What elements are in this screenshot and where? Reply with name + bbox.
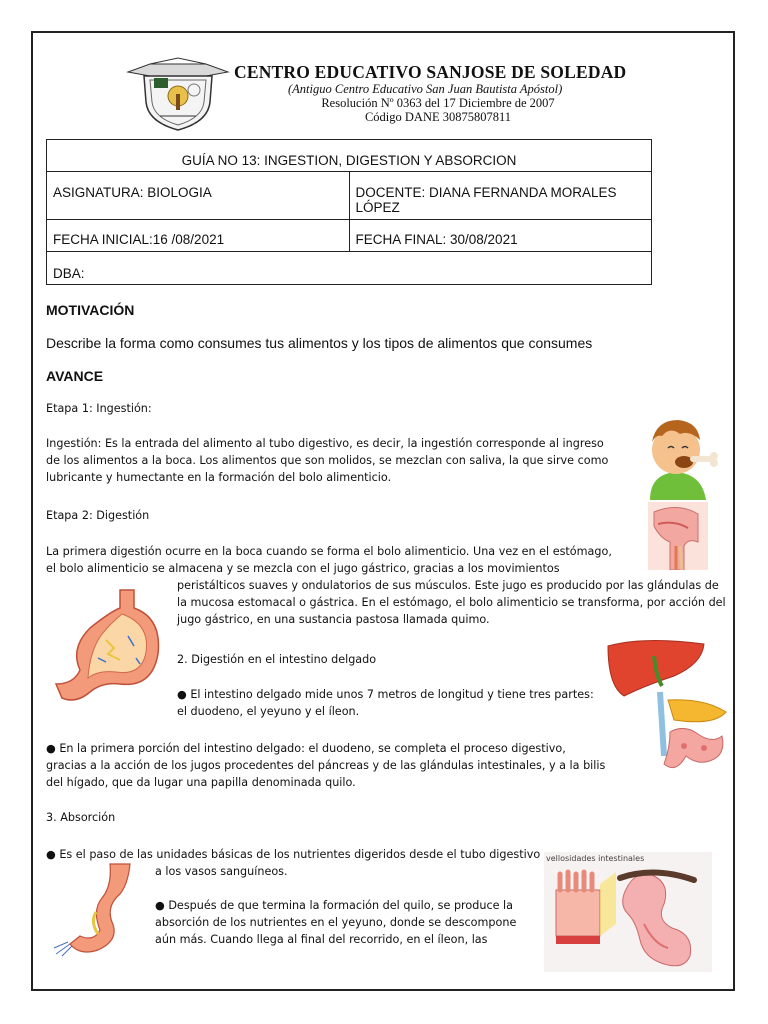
etapa1-title: Etapa 1: Ingestión: xyxy=(46,402,152,415)
absorcion-paragraph-b: ● Después de que termina la formación del quilo, se produce la absorción de los nutrientes en el yeyuno, donde se descompone aún más. Cuando llega al final del recorrido, en el íleon, las xyxy=(155,899,517,946)
motivacion-text: Describe la forma como consumes tus alimentos y los tipos de alimentos que consumes xyxy=(46,335,593,351)
school-former-name: (Antiguo Centro Educativo San Juan Bautista Apóstol) xyxy=(288,82,563,96)
school-name: CENTRO EDUCATIVO SANJOSE DE SOLEDAD xyxy=(234,62,627,82)
teacher-cell: DOCENTE: DIANA FERNANDA MORALES LÓPEZ xyxy=(349,172,652,220)
avance-heading: AVANCE xyxy=(46,368,104,384)
etapa2-title: Etapa 2: Digestión xyxy=(46,509,150,522)
absorcion-line1: ● Es el paso de las unidades básicas de los nutrientes digeridos desde el tubo digestivo xyxy=(46,848,541,861)
etapa2-paragraph-a: La primera digestión ocurre en la boca cuando se forma el bolo alimenticio. Una vez en el estómago, el bolo alimenticio se almacena y se mezcla con el jugo gástrico, gracias a los movimientos xyxy=(46,545,612,575)
guide-title: GUÍA NO 13: INGESTION, DIGESTION Y ABSORCION xyxy=(47,140,652,172)
end-date-cell: FECHA FINAL: 30/08/2021 xyxy=(349,220,652,252)
start-date-cell: FECHA INICIAL:16 /08/2021 xyxy=(47,220,350,252)
motivacion-heading: MOTIVACIÓN xyxy=(46,302,135,318)
etapa1-paragraph: Ingestión: Es la entrada del alimento al tubo digestivo, es decir, la ingestión corresponde al ingreso de los alimentos a la boca. Los alimentos que son molidos, se mezclan con saliva, la que sirve como lubricante y humectante en la formación del bolo alimenticio. xyxy=(46,437,609,484)
school-crest-logo xyxy=(126,56,230,132)
mouth-anatomy-illustration xyxy=(648,502,708,570)
villi-illustration xyxy=(544,852,712,972)
intestine-section-illustration xyxy=(50,862,150,958)
villi-label: vellosidades intestinales xyxy=(546,854,645,863)
duodeno-paragraph: ● En la primera porción del intestino delgado: el duodeno, se completa el proceso digestivo, gracias a la acción de los jugos procedentes del páncreas y de las glándulas intestinales, y a la bilis del hígado, que da lugar una papilla denominada quilo. xyxy=(46,742,606,789)
stomach-illustration xyxy=(50,588,170,712)
liver-pancreas-illustration xyxy=(604,636,728,780)
school-dane-code: Código DANE 30875807811 xyxy=(364,110,512,124)
dba-cell: DBA: xyxy=(47,252,652,285)
etapa2-paragraph-b: peristálticos suaves y ondulatorios de sus músculos. Este jugo es producido por las glándulas de la mucosa estomacal o gástrica. En el estómago, el bolo alimenticio se transforma, por acción del jugo gástrico, en una sustancia pastosa llamada quimo. xyxy=(177,579,726,626)
absorcion-line2: a los vasos sanguíneos. xyxy=(155,865,288,878)
guide-info-table xyxy=(46,139,652,285)
intestino-title: 2. Digestión en el intestino delgado xyxy=(177,653,377,666)
subject-cell: ASIGNATURA: BIOLOGIA xyxy=(47,172,350,220)
boy-eating-illustration xyxy=(640,412,722,500)
intestino-paragraph: ● El intestino delgado mide unos 7 metros de longitud y tiene tres partes: el duodeno, el yeyuno y el íleon. xyxy=(177,688,594,718)
absorcion-title: 3. Absorción xyxy=(46,811,116,824)
school-resolution: Resolución Nº 0363 del 17 Diciembre de 2007 xyxy=(321,96,555,110)
